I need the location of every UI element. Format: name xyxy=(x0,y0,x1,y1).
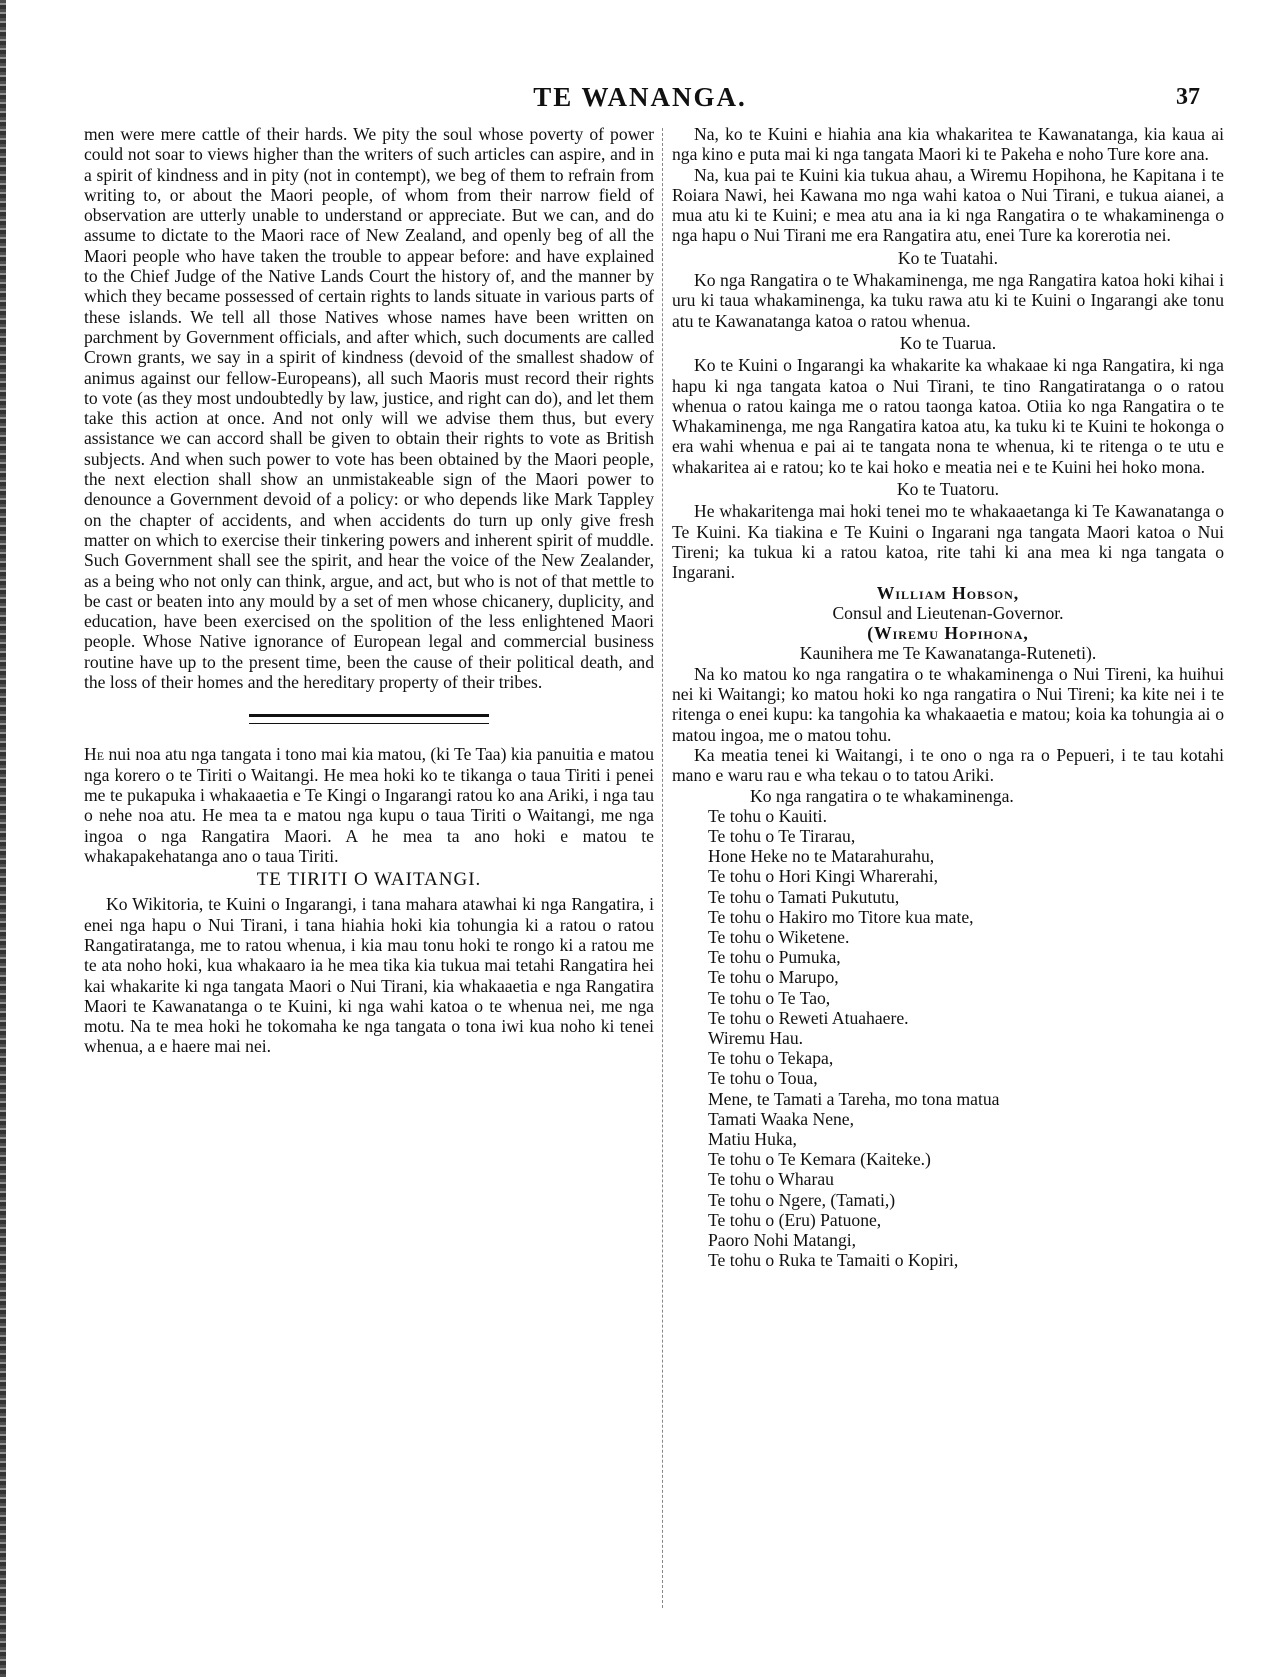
signer-item: Tamati Waaka Nene, xyxy=(708,1108,855,1129)
intro-text: nui noa atu nga tangata i tono mai kia matou, (ki Te Taa) kia panuitia e matou nga korero o te Tiriti o Waitangi. He mea hoki ko te tikanga o taua Tiriti i penei me te pukapuka i whakaaetia e Te Kingi o Ingarangi ratou ko ana Ariki, i nga tau o nehe noa atu. He mea ta e matou nga kupu o taua Tiriti o Waitangi, me nga ingoa o nga Rangatira Maori. A he mea ta ano hoki e matou te whakapakehatanga ano o taua Tiriti. xyxy=(84,744,654,866)
date-paragraph: Ka meatia tenei ki Waitangi, i te ono o nga ra o Pepueri, i te tau kotahi mano e waru rau e wha tekau o to tatou Ariki. xyxy=(672,744,1224,786)
article-2-text: Ko te Kuini o Ingarangi ka whakarite ka whakaae ki nga Rangatira, ki nga hapu ki nga tangata katoa o Nui Tirani, te tino Rangatiratanga o o ratou whenua o ratou kainga me o ratou taonga katoa. Otiia ko nga Rangatira o te Whakaminenga, me nga Rangatira katoa atu, ka tuku ki te Kuini te hokonga o era wahi whenua e pai ai te tangata nona te whenua, ki te ritenga o te utu e whakaritea ai e ratou; ko te kai hoko e meatia nei e te Kuini hei hoko mona. xyxy=(672,355,1224,477)
intro-paragraph xyxy=(84,744,654,866)
signer-item: Hone Heke no te Matarahurahu, xyxy=(708,846,935,867)
signers-list xyxy=(672,806,1224,1271)
signer-item: Matiu Huka, xyxy=(708,1129,797,1150)
treaty-paragraph-1: Na, ko te Kuini e hiahia ana kia whakaritea te Kawanatanga, kia kaua ai nga kino e puta mai ki nga tangata Maori ki te Pakeha e noho Ture kore ana. xyxy=(672,124,1224,165)
signer-item: Te tohu o Ruka te Tamaiti o Kopiri, xyxy=(708,1250,959,1271)
signer-item: Mene, te Tamati a Tareha, mo tona matua xyxy=(708,1088,1000,1109)
article-1-heading: Ko te Tuatahi. xyxy=(897,247,999,268)
signer-item: Te tohu o Reweti Atuahaere. xyxy=(708,1007,909,1028)
page-number: 37 xyxy=(1176,84,1200,110)
signer-item: Te tohu o (Eru) Patuone, xyxy=(708,1209,882,1230)
signer-item: Te tohu o Tekapa, xyxy=(708,1048,834,1069)
treaty-title: TE TIRITI O WAITANGI. xyxy=(256,869,482,891)
signer-item: Te tohu o Wharau xyxy=(708,1169,834,1190)
scan-edge-artifact xyxy=(0,0,6,1677)
chiefs-paragraph: Na ko matou ko nga rangatira o te whakaminenga o Nui Tireni, ka huihui nei ki Waitangi; ko matou hoki ko nga rangatira o Nui Tireni; ka kite nei i te ritenga o enei kupu: ka tangohia ka whakaaetia e matou; koia ka tohungia ai o matou ingoa, me o matou tohu. xyxy=(672,663,1224,745)
signer-item: Te tohu o Te Tirarau, xyxy=(708,826,856,846)
signer-item: Te tohu o Te Kemara (Kaiteke.) xyxy=(708,1149,931,1170)
signer-item: Te tohu o Marupo, xyxy=(708,967,839,988)
treaty-preamble: Ko Wikitoria, te Kuini o Ingarangi, i tana mahara atawhai ki nga Rangatira, i enei nga hapu o Nui Tirani, i tana hiahia hoki kia tohungia ki a ratou o ratou Rangatiratanga, me to ratou whenua, i kia mau tonu hoki te rongo ki a ratou me te ata noho hoki, kua whakaaro ia he mea tika kia tukua mai tetahi Rangatira hei kai whakarite ki nga tangata Maori o Nui Tirani, kia whakaaetia e nga Rangatira Maori te Kawanatanga o te Kuini, ki nga wahi katoa o te whenua nei, me nga motu. Na te mea hoki he tokomaha ke nga tangata o tona iwi kua noho ki tenei whenua, a e haere mai nei. xyxy=(84,894,654,1057)
signer-item: Te tohu o Wiketene. xyxy=(708,927,850,948)
article-2-heading: Ko te Tuarua. xyxy=(899,332,997,353)
running-title: TE WANANGA. xyxy=(533,82,747,112)
left-column xyxy=(84,124,654,1057)
signer-item: Te tohu o Pumuka, xyxy=(708,947,841,968)
signer-item: Te tohu o Ngere, (Tamati,) xyxy=(708,1189,896,1210)
section-divider-rule xyxy=(249,714,489,724)
signature-name: William Hobson, xyxy=(876,582,1020,603)
signers-heading: Ko nga rangatira o te whakaminenga. xyxy=(750,785,1014,806)
signer-item: Wiremu Hau. xyxy=(708,1028,804,1049)
treaty-paragraph-2: Na, kua pai te Kuini kia tukua ahau, a Wiremu Hopihona, he Kapitana i te Roiara Nawi, hei Kawana mo nga wahi katoa o Nui Tirani, e tukua aianei, a mua atu ki te Kuini; e mea atu ana ia ki nga Rangatira o te whakaminenga o nga hapu o Nui Tirani me era Rangatira atu, enei Ture ka korerotia nei. xyxy=(672,164,1224,246)
page-header xyxy=(0,80,1280,120)
signer-item: Te tohu o Toua, xyxy=(708,1068,818,1089)
signer-item: Te tohu o Hori Kingi Wharerahi, xyxy=(708,866,939,887)
signer-item: Paoro Nohi Matangi, xyxy=(708,1230,857,1251)
signer-item: Te tohu o Hakiro mo Titore kua mate, xyxy=(708,906,974,927)
column-divider xyxy=(662,128,663,1608)
article-3-heading: Ko te Tuatoru. xyxy=(896,479,1000,500)
signer-item: Te tohu o Te Tao, xyxy=(708,987,831,1008)
article-3-text: He whakaritenga mai hoki tenei mo te whakaaetanga ki Te Kawanatanga o Te Kuini. Ka tiakina e Te Kuini o Ingarani nga tangata Maori katoa o Nui Tireni; ka tukua ki a ratou katoa, rite tahi ki ana mea ki nga tangata o Ingarani. xyxy=(672,501,1224,583)
right-column xyxy=(672,124,1224,1270)
editorial-paragraph: men were mere cattle of their hards. We pity the soul whose poverty of power could not soar to views higher than the writers of such articles can aspire, and in a spirit of kindness and in pity (not in contempt), we beg of them to refrain from writing to, or about the Maori people, of whom from their narrow field of observation are utterly unable to understand or appreciate. But we can, and do assume to dictate to the Maori race of New Zealand, and openly beg of all the Maori people who have taken the trouble to appear before: and have explained to the Chief Judge of the Native Lands Court the history of, and the manner by which they became possessed of certain rights to lands situate in various parts of these islands. We tell all those Natives whose names have been written on parchment by Government officials, and after which, such documents are called Crown grants, we say in a spirit of kindness (devoid of the smallest shadow of animus against our fellow-Europeans), all such Maoris must record their rights to vote (as they most undoubtedly by law, justice, and right can do), and let them take this action at once. And not only will we advise them thus, but every assistance we can accord shall be given to obtain their rights to vote as British subjects. And when such power to vote has been obtained by the Maori people, the next election shall show an unmistakeable sign of the Maori power to denounce a Government devoid of a policy: or who depends like Mark Tappley on the chapter of accidents, and when accidents do turn up only give fresh matter on which to exercise their tinkering powers and inherent spirit of muddle. Such Government shall see the spirit, and hear the voice of the New Zealander, as a being who not only can think, argue, and act, but who is not of that mettle to be cast or beaten into any mould by a set of men whose chicanery, duplicity, and education, have been exercised on the spolition of the less enlightened Maori people. Whose Native ignorance of European legal and commercial business routine have up to the present time, been the cause of their political death, and the loss of their homes and the hereditary property of their tribes. xyxy=(84,124,654,693)
signature-translation-title: Kaunihera me Te Kawanatanga-Ruteneti). xyxy=(799,643,1097,664)
intro-dropcap: He xyxy=(84,744,105,765)
signer-item: Te tohu o Kauiti. xyxy=(708,805,827,826)
article-1-text: Ko nga Rangatira o te Whakaminenga, me nga Rangatira katoa hoki kihai i uru ki taua whakaminenga, ka tuku rawa atu ki te Kuini o Ingarangi ake tonu atu te Kawanatanga katoa o ratou whenua. xyxy=(672,270,1224,331)
signature-translation-name: (Wiremu Hopihona, xyxy=(867,623,1029,644)
signature-title: Consul and Lieutenan-Governor. xyxy=(832,602,1064,623)
signer-item: Te tohu o Tamati Pukututu, xyxy=(708,886,900,907)
